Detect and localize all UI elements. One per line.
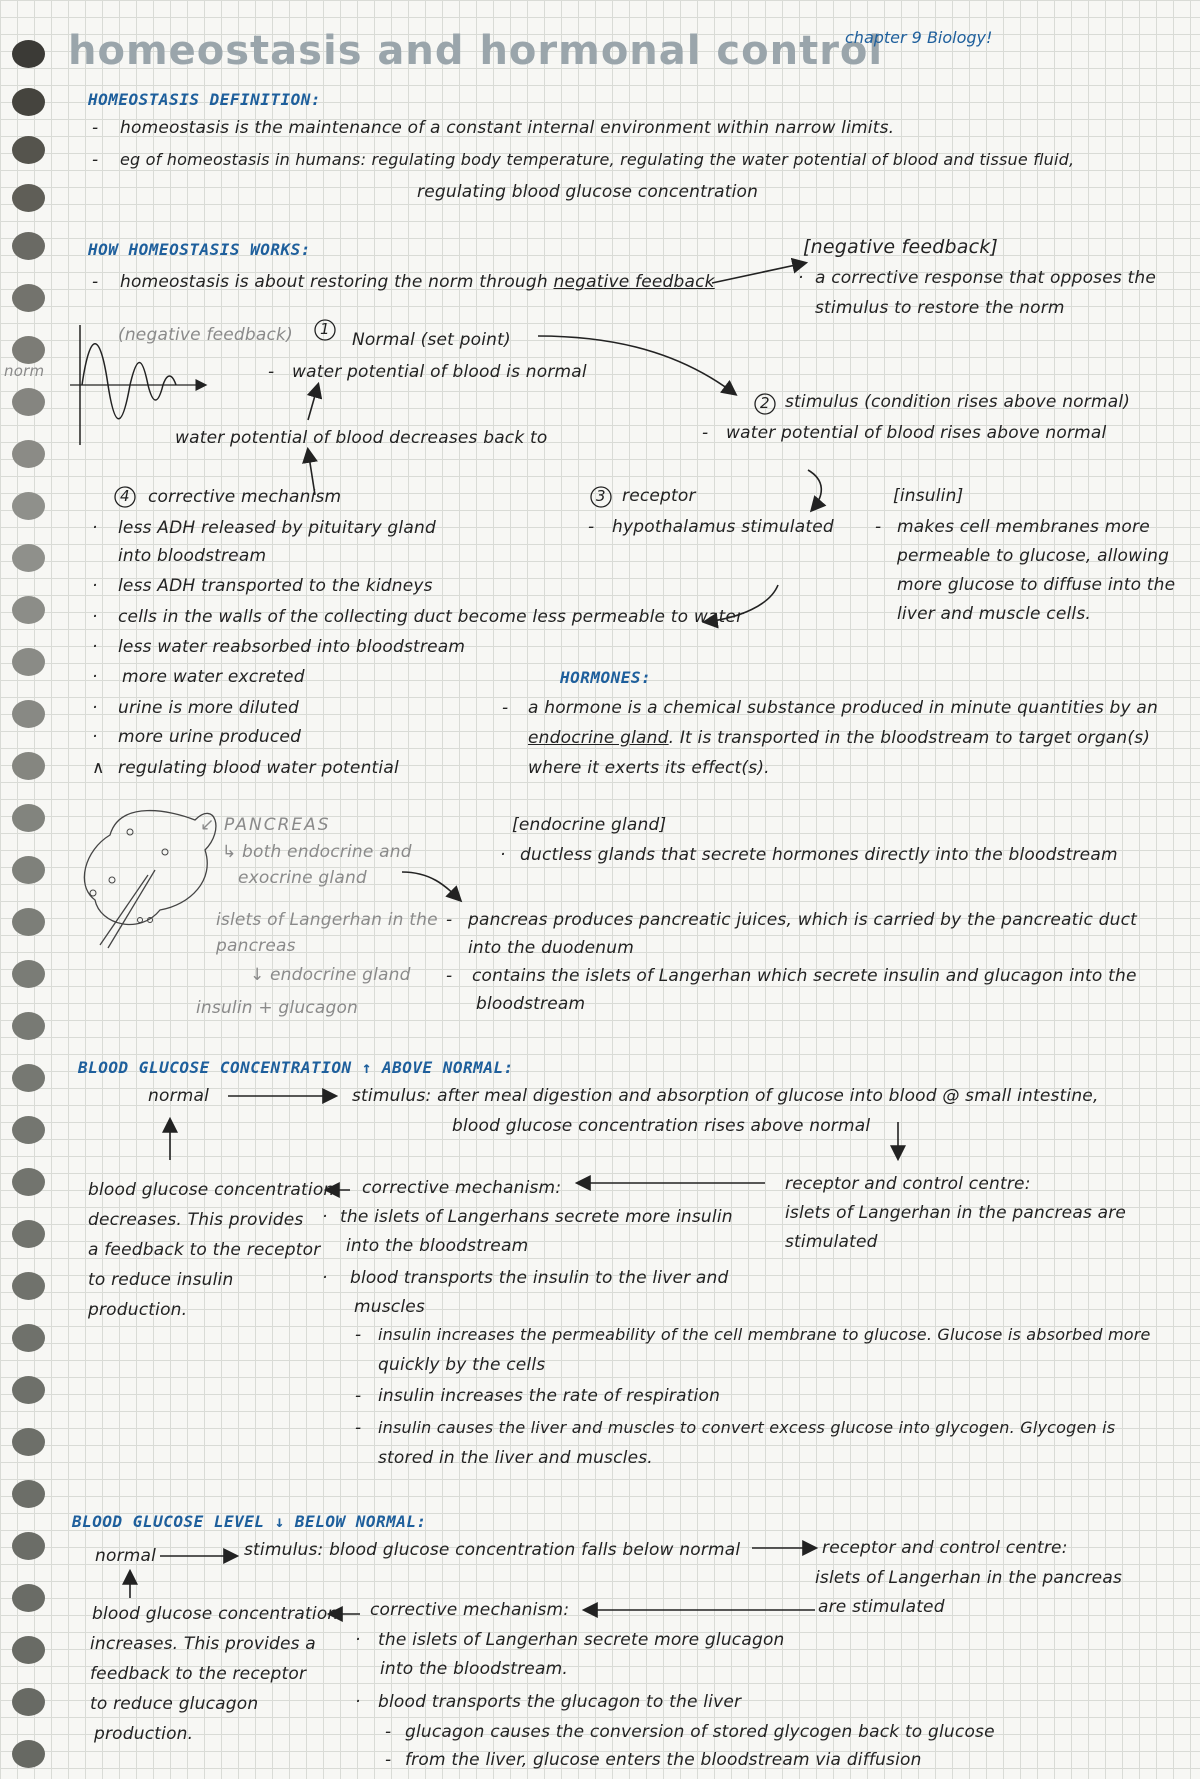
below-receptor-1: receptor and control centre: [822, 1538, 1068, 1558]
above-result-2: decreases. This provides [88, 1210, 304, 1230]
bullet-dash: - [385, 1722, 392, 1742]
bullet-dot: · [92, 518, 98, 538]
above-cm-3a: insulin increases the permeability of the cell membrane to glucose. Glucose is absorbed more [378, 1325, 1151, 1344]
bullet-dot: · [92, 667, 98, 687]
endocrine-arrow: ↓ [250, 965, 265, 985]
pancreas-both-1: both endocrine and [242, 842, 412, 862]
below-cm-title: corrective mechanism: [370, 1600, 570, 1620]
pancreas-both-2: exocrine gland [238, 868, 367, 888]
definition-heading: HOMEOSTASIS DEFINITION: [88, 90, 322, 109]
above-cm-2a: blood transports the insulin to the liver and [350, 1268, 729, 1288]
pancreas-point-1a: pancreas produces pancreatic juices, which is carried by the pancreatic duct [468, 910, 1137, 930]
pancreas-pointer: ↙ [200, 815, 215, 835]
pancreas-point-2a: contains the islets of Langerhan which secrete insulin and glucagon into the [472, 966, 1137, 986]
step3-detail: hypothalamus stimulated [612, 517, 834, 537]
above-receptor-2: islets of Langerhan in the pancreas are [785, 1203, 1127, 1223]
how-heading: HOW HOMEOSTASIS WORKS: [88, 240, 311, 259]
pancreas-label: PANCREAS [224, 815, 331, 835]
pancreas-drawing [84, 811, 216, 948]
arrow-pancreas-to-text [402, 872, 460, 900]
step4-item: less ADH transported to the kidneys [118, 576, 433, 596]
bullet-dash: - [702, 423, 709, 443]
below-result-5: production. [94, 1724, 194, 1744]
bullet-dash: - [385, 1750, 392, 1770]
insulin-title: [insulin] [893, 486, 964, 506]
above-cm-2b: muscles [354, 1297, 425, 1317]
hormones-heading: HORMONES: [560, 668, 652, 687]
hormone-def-3: where it exerts its effect(s). [528, 758, 770, 778]
step3-number: 3 [596, 487, 606, 505]
bullet-dot: · [798, 268, 804, 288]
pancreas-point-2b: bloodstream [476, 994, 586, 1014]
bullet-dash: - [355, 1325, 362, 1345]
below-cm-3: glucagon causes the conversion of stored glycogen back to glucose [405, 1722, 995, 1742]
bullet-dash: - [446, 910, 453, 930]
step4-item: more water excreted [122, 667, 305, 687]
bullet-dot: · [322, 1268, 328, 1288]
step1-title: Normal (set point) [352, 330, 511, 350]
pancreas-both-arrow: ↳ [222, 842, 237, 862]
above-cm-title: corrective mechanism: [362, 1178, 562, 1198]
step4-result: regulating blood water potential [118, 758, 399, 778]
bullet-dot: · [92, 727, 98, 747]
below-result-3: feedback to the receptor [90, 1664, 307, 1684]
islets-label-1: islets of Langerhan in the [216, 910, 438, 930]
bullet-dash: - [588, 517, 595, 537]
endocrine-gland-def: ductless glands that secrete hormones directly into the bloodstream [520, 845, 1118, 865]
bullet-dot: · [92, 576, 98, 596]
below-receptor-2: islets of Langerhan in the pancreas [815, 1568, 1123, 1588]
bullet-dash: - [268, 362, 275, 382]
step1-number: 1 [320, 320, 330, 338]
above-result-5: production. [88, 1300, 188, 1320]
arrow-stimulus-to-receptor [808, 470, 821, 510]
insulin-def-1: makes cell membranes more [897, 517, 1150, 537]
below-stimulus: stimulus: blood glucose concentration falls below normal [244, 1540, 741, 1560]
below-receptor-3: are stimulated [818, 1597, 945, 1617]
step1-detail: water potential of blood is normal [292, 362, 587, 382]
result-symbol: ∧ [92, 758, 105, 778]
below-normal: normal [95, 1546, 157, 1566]
back-to-normal-text: water potential of blood decreases back to [175, 428, 548, 448]
islets-label-2: pancreas [216, 936, 296, 956]
step4-item: less ADH released by pituitary gland [118, 518, 436, 538]
insulin-def-3: more glucose to diffuse into the [897, 575, 1176, 595]
above-receptor-3: stimulated [785, 1232, 878, 1252]
definition-line-3: regulating blood glucose concentration [417, 182, 759, 202]
bullet-dash: - [92, 150, 99, 170]
hormone-def-1: a hormone is a chemical substance produced in minute quantities by an [528, 698, 1158, 718]
step4-item: into bloodstream [118, 546, 267, 566]
above-cm-5b: stored in the liver and muscles. [378, 1448, 653, 1468]
step2-detail: water potential of blood rises above normal [726, 423, 1107, 443]
bullet-dot: · [92, 698, 98, 718]
step4-item: more urine produced [118, 727, 302, 747]
negative-feedback-link: negative feedback [553, 272, 715, 292]
above-cm-3b: quickly by the cells [378, 1355, 546, 1375]
above-receptor-1: receptor and control centre: [785, 1174, 1031, 1194]
step3-title: receptor [622, 486, 696, 506]
bullet-dot: · [355, 1630, 361, 1650]
bullet-dash: - [92, 118, 99, 138]
below-cm-4: from the liver, glucose enters the bloodstream via diffusion [405, 1750, 922, 1770]
step4-item: less water reabsorbed into bloodstream [118, 637, 466, 657]
nf-def-2: stimulus to restore the norm [815, 298, 1065, 318]
pancreas-point-1b: into the duodenum [468, 938, 634, 958]
bullet-dot: · [322, 1207, 328, 1227]
nf-title: [negative feedback] [803, 236, 999, 258]
below-cm-2: blood transports the glucagon to the liver [378, 1692, 742, 1712]
step4-number: 4 [120, 487, 130, 505]
above-heading: BLOOD GLUCOSE CONCENTRATION ↑ ABOVE NORMAL: [78, 1058, 514, 1077]
insulin-def-2: permeable to glucose, allowing [897, 546, 1170, 566]
above-result-1: blood glucose concentration [88, 1180, 335, 1200]
graph-label: (negative feedback) [118, 325, 293, 345]
nf-def-1: a corrective response that opposes the [815, 268, 1157, 288]
below-result-4: to reduce glucagon [90, 1694, 259, 1714]
above-cm-1b: into the bloodstream [346, 1236, 529, 1256]
endocrine-gland-link: endocrine gland [528, 728, 669, 748]
chapter-label: chapter 9 Biology! [845, 28, 993, 47]
endocrine-gland-title: [endocrine gland] [512, 815, 667, 835]
endocrine-label: endocrine gland [270, 965, 411, 985]
bullet-dash: - [502, 698, 509, 718]
bullet-dash: - [875, 517, 882, 537]
graph-norm-label: norm [4, 362, 45, 380]
pancreas-products: insulin + glucagon [196, 998, 359, 1018]
above-result-3: a feedback to the receptor [88, 1240, 321, 1260]
hormone-def-2: endocrine gland. It is transported in the bloodstream to target organ(s) [528, 728, 1151, 748]
above-cm-1a: the islets of Langerhans secrete more insulin [340, 1207, 733, 1227]
arrow-to-negative-feedback [712, 263, 805, 283]
above-cm-4: insulin increases the rate of respiration [378, 1386, 721, 1406]
definition-line-2: eg of homeostasis in humans: regulating body temperature, regulating the water potential of blood and tissue fluid, [120, 150, 1075, 169]
step4-item: urine is more diluted [118, 698, 300, 718]
how-line-1: homeostasis is about restoring the norm through negative feedback [120, 272, 715, 292]
above-cm-5a: insulin causes the liver and muscles to convert excess glucose into glycogen. Glycogen is [378, 1418, 1116, 1437]
below-cm-1a: the islets of Langerhan secrete more glucagon [378, 1630, 785, 1650]
bullet-dash: - [446, 966, 453, 986]
definition-line-1: homeostasis is the maintenance of a constant internal environment within narrow limits. [120, 118, 895, 138]
below-result-2: increases. This provides a [90, 1634, 316, 1654]
bullet-dot: · [500, 845, 506, 865]
insulin-def-4: liver and muscle cells. [897, 604, 1091, 624]
above-stimulus-1: stimulus: after meal digestion and absorption of glucose into blood @ small intestine, [352, 1086, 1099, 1106]
bullet-dash: - [92, 272, 99, 292]
step2-title: stimulus (condition rises above normal) [785, 392, 1131, 412]
bullet-dash: - [355, 1418, 362, 1438]
step4-title: corrective mechanism [148, 487, 342, 507]
bullet-dot: · [355, 1692, 361, 1712]
step2-number: 2 [760, 394, 770, 412]
above-result-4: to reduce insulin [88, 1270, 234, 1290]
arrow-back-to-normal [308, 385, 318, 420]
above-stimulus-2: blood glucose concentration rises above normal [452, 1116, 871, 1136]
bullet-dot: · [92, 637, 98, 657]
page-title: homeostasis and hormonal control [68, 28, 884, 74]
below-cm-1b: into the bloodstream. [380, 1659, 568, 1679]
below-heading: BLOOD GLUCOSE LEVEL ↓ BELOW NORMAL: [72, 1512, 427, 1531]
below-result-1: blood glucose concentration [92, 1604, 339, 1624]
step4-item: cells in the walls of the collecting duct become less permeable to water [118, 607, 744, 627]
bullet-dash: - [355, 1386, 362, 1406]
above-normal: normal [148, 1086, 210, 1106]
bullet-dot: · [92, 607, 98, 627]
